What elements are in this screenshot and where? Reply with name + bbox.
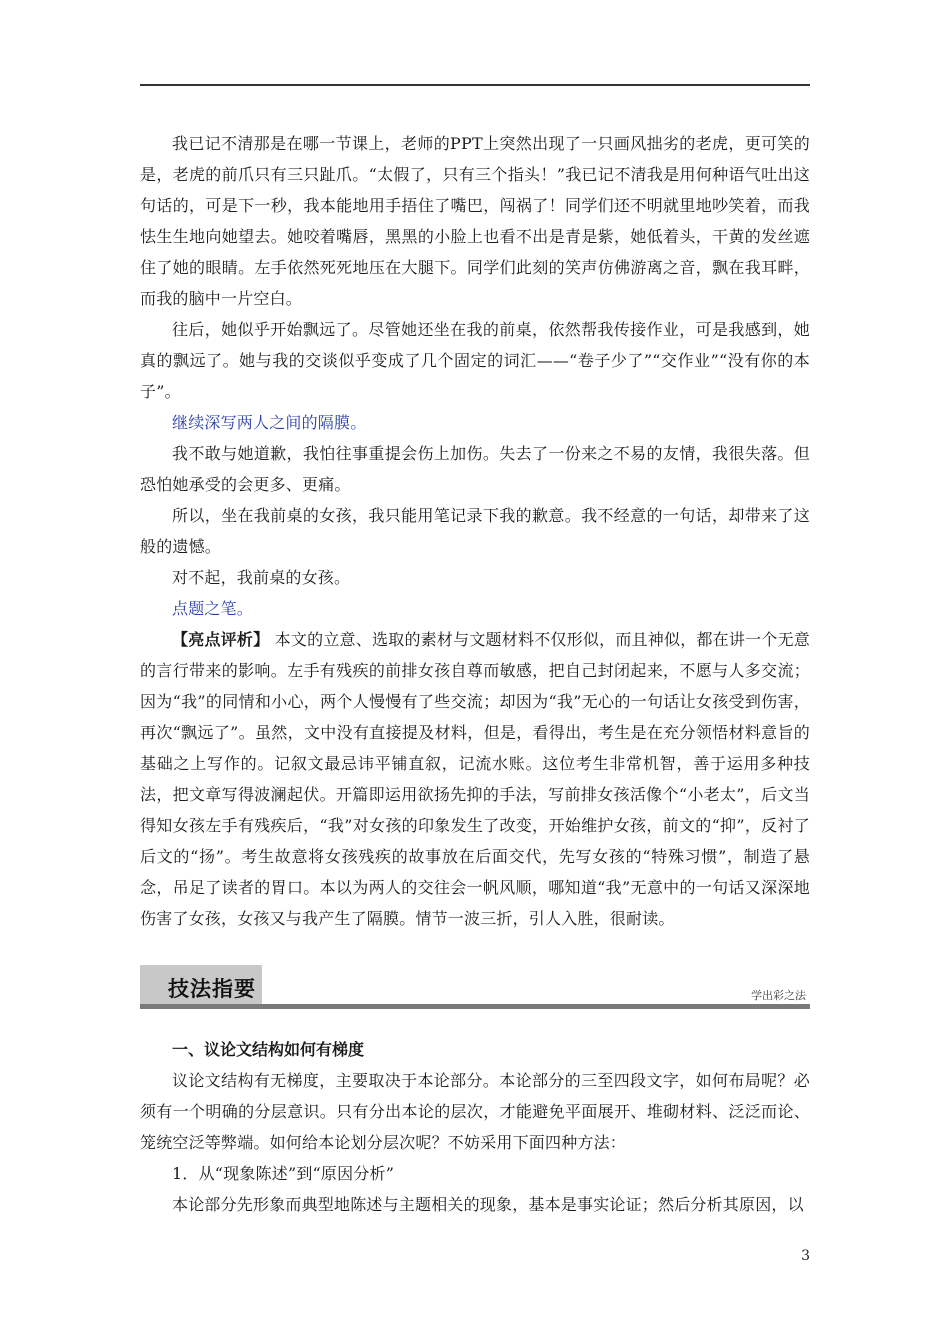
guide-paragraph-2: 本论部分先形象而典型地陈述与主题相关的现象，基本是事实论证；然后分析其原因，以 [172,1195,804,1214]
annotation-note-2: 点题之笔。 [172,599,254,618]
essay-body [140,128,810,934]
essay-paragraph-2: 往后，她似乎开始飘远了。尽管她还坐在我的前桌，依然帮我传接作业，可是我感到，她真的飘远了。她与我的交谈似乎变成了几个固定的词汇——“卷子少了”“交作业”“没有你的本子”。 [140,320,810,401]
section-subtitle: 学出彩之法 [751,989,806,1002]
header-rule [140,84,810,86]
essay-paragraph-1: 我已记不清那是在哪一节课上，老师的PPT上突然出现了一只画风拙劣的老虎，更可笑的是，老虎的前爪只有三只趾爪。“太假了，只有三个指头！”我已记不清我是用何种语气吐出这句话的，可是下一秒，我本能地用手捂住了嘴巴，闯祸了！同学们还不明就里地吵笑着，而我怯生生地向她望去。她咬着嘴唇，黑黑的小脸上也看不出是青是紫，她低着头，干黄的发丝遮住了她的眼睛。左手依然死死地压在大腿下。同学们此刻的笑声仿佛游离之音，飘在我耳畔，而我的脑中一片空白。 [140,134,810,308]
review-label: 【亮点评析】 [172,630,270,649]
essay-paragraph-5: 对不起，我前桌的女孩。 [172,568,351,587]
page-number: 3 [801,1248,810,1264]
section-title: 技法指要 [168,977,256,1001]
review-text: 本文的立意、选取的素材与文题材料不仅形似，而且神似，都在讲一个无意的言行带来的影响。左手有残疾的前排女孩自尊而敏感，把自己封闭起来，不愿与人多交流；因为“我”的同情和小心，两个人慢慢有了些交流；却因为“我”无心的一句话让女孩受到伤害，再次“飘远了”。虽然，文中没有直接提及材料，但是，看得出，考生是在充分领悟材料意旨的基础之上写作的。记叙文最忌讳平铺直叙，记流水账。这位考生非常机智，善于运用多种技法，把文章写得波澜起伏。开篇即运用欲扬先抑的手法，写前排女孩活像个“小老太”，后文当得知女孩左手有残疾后，“我”对女孩的印象发生了改变，开始维护女孩，前文的“抑”，反衬了后文的“扬”。考生故意将女孩残疾的故事放在后面交代，先写女孩的“特殊习惯”，制造了悬念，吊足了读者的胃口。本以为两人的交往会一帆风顺，哪知道“我”无意中的一句话又深深地伤害了女孩，女孩又与我产生了隔膜。情节一波三折，引人入胜，很耐读。 [140,630,810,928]
review-paragraph [140,624,810,934]
guide-body [140,1034,810,1220]
section-header-bar [140,1004,810,1009]
guide-subheading: 1．从“现象陈述”到“原因分析” [172,1164,395,1183]
essay-paragraph-3: 我不敢与她道歉，我怕往事重提会伤上加伤。失去了一份来之不易的友情，我很失落。但恐怕她承受的会更多、更痛。 [140,444,810,494]
section-header [140,965,810,1009]
annotation-note-1: 继续深写两人之间的隔膜。 [172,413,367,432]
guide-paragraph-1: 议论文结构有无梯度，主要取决于本论部分。本论部分的三至四段文字，如何布局呢？必须有一个明确的分层意识。只有分出本论的层次，才能避免平面展开、堆砌材料、泛泛而论、笼统空泛等弊端。如何给本论划分层次呢？不妨采用下面四种方法： [140,1071,810,1152]
essay-paragraph-4: 所以，坐在我前桌的女孩，我只能用笔记录下我的歉意。我不经意的一句话，却带来了这般的遗憾。 [140,506,810,556]
guide-heading-1: 一、议论文结构如何有梯度 [172,1040,365,1059]
